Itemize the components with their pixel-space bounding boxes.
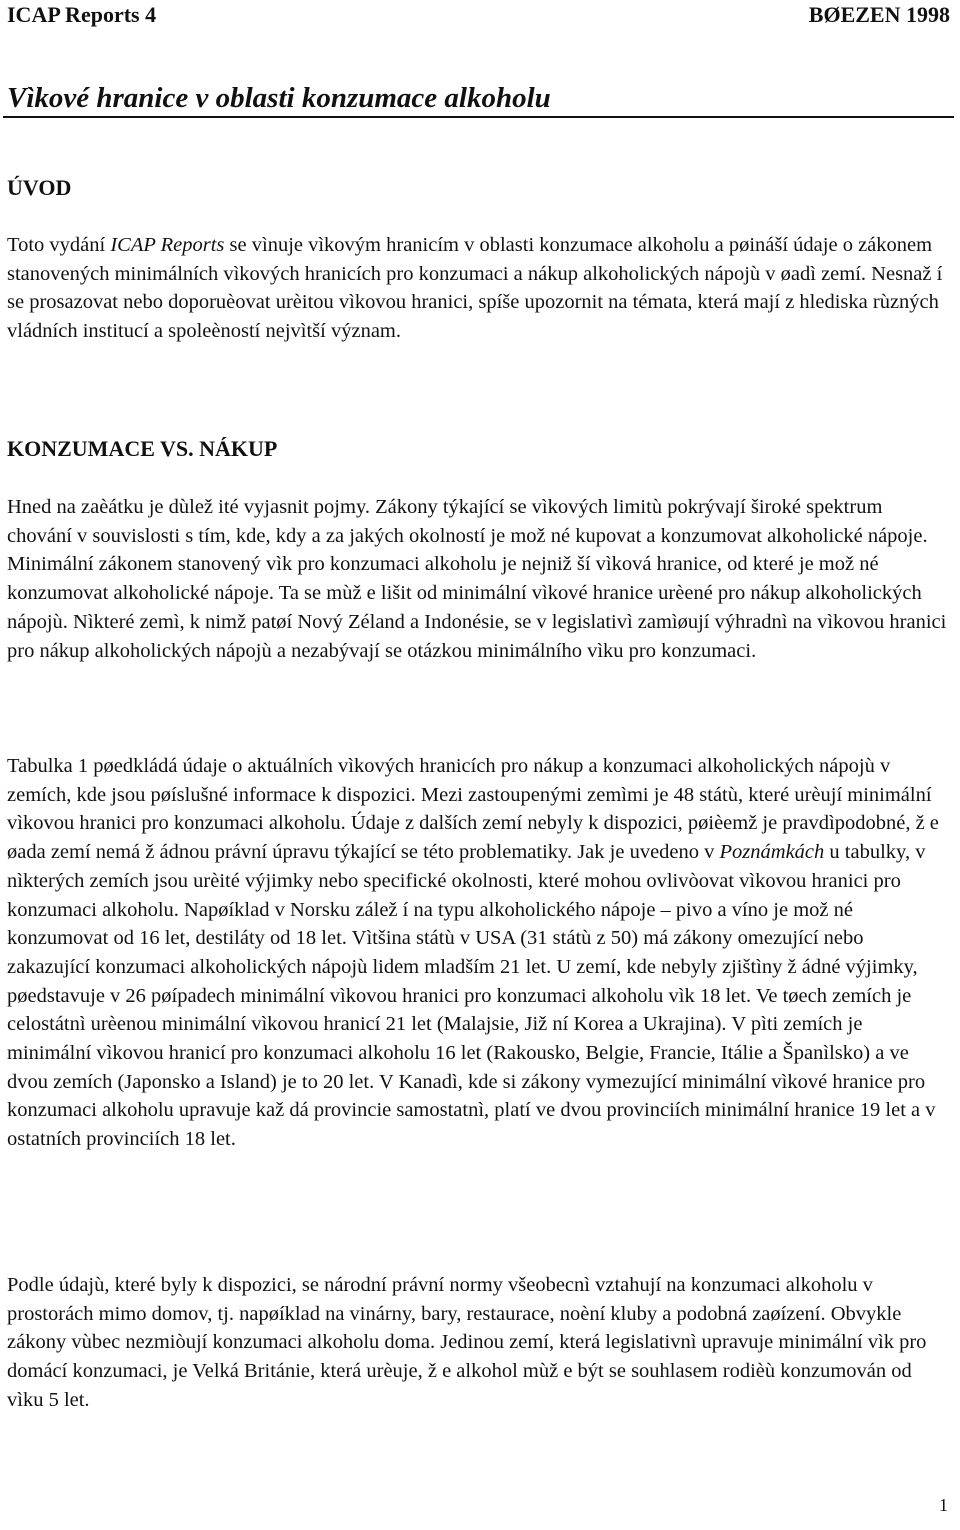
paragraph-konzumace-2-italic: Poznámkách (719, 841, 825, 864)
paragraph-konzumace-2-part2: u tabulky, v nìkterých zemích jsou urèité výjimky nebo specifické okolnosti, které mohou ovlivòovat vìkovou hranici pro konzumaci alkoholu. Napøíklad v Norsku zálež í na typu alkoholického nápoje – pivo a víno je mož né konzumovat od 16 let, destiláty od 18 let. Vìtšina státù v USA (31 státù z 50) má zákony omezující nebo zakazující konzumaci alkoholických nápojù lidem mladším 21 let. U zemí, kde nebyly zjištìny ž ádné výjimky, pøedstavuje v 26 pøípadech minimální vìkovou hranici pro konzumaci alkoholu vìk 18 let. Ve tøech zemích je celostátnì urèenou minimální vìkovou hranicí 21 let (Malajsie, Již ní Korea a Ukrajina). V pìti zemích je minimální vìkovou hranicí pro konzumaci alkoholu 16 let (Rakousko, Belgie, Francie, Itálie a Španìlsko) a ve dvou zemích (Japonsko a Island) je to 20 let. V Kanadì, kde si zákony vymezující minimální vìkové hranice pro konzumaci alkoholu upravuje kaž dá provincie samostatnì, platí ve dvou provinciích minimální hranice 19 let a v ostatních provinciích 18 let. (7, 841, 936, 1151)
paragraph-konzumace-3: Podle údajù, které byly k dispozici, se národní právní normy všeobecnì vztahují na konzumaci alkoholu v prostorách mimo domov, tj. napøíklad na vinárny, bary, restaurace, noèní kluby a podobná zaøízení. Obvykle zákony vùbec nezmiòují konzumaci alkoholu doma. Jedinou zemí, která legislativnì upravuje minimální vìk pro domácí konzumaci, je Velká Británie, která urèuje, ž e alkohol mùž e být se souhlasem rodièù konzumován od vìku 5 let. (7, 1274, 927, 1411)
publication-name: ICAP Reports 4 (7, 2, 157, 27)
paragraph-uvod-part1: Toto vydání (7, 234, 111, 256)
paragraph-konzumace-2-part1: Tabulka 1 pøedkládá údaje o aktuálních vìkových hranicích pro nákup a konzumaci alkoholických nápojù v zemích, kde jsou pøíslušné informace k dispozici. Mezi zastoupenými zemìmi je 48 státù, které urèují minimální vìkovou hranici pro konzumaci alkoholu. Údaje z dalších zemí nebyly k dispozici, pøièemž je pravdìpodobné, ž e øada zemí nemá ž ádnou právní úpravu týkající se této problematiky. Jak je uvedeno v (7, 755, 939, 864)
publication-date: BØEZEN 1998 (808, 2, 950, 27)
page-number: 1 (939, 1495, 948, 1515)
paragraph-konzumace-2 (7, 752, 947, 1154)
heading-uvod: ÚVOD (7, 175, 72, 200)
paragraph-konzumace-1: Hned na zaèátku je dùlež ité vyjasnit pojmy. Zákony týkající se vìkových limitù pokrývají široké spektrum chování v souvislosti s tím, kde, kdy a za jakých okolností je mož né kupovat a konzumovat alkoholické nápoje. Minimální zákonem stanovený vìk pro konzumaci alkoholu je nejniž ší vìková hranice, od které je mož né konzumovat alkoholické nápoje. Ta se mùž e lišit od minimální vìkové hranice urèené pro nákup alkoholických nápojù. Nìkteré zemì, k nimž patøí Nový Zéland a Indonésie, se v legislativì zamìøují výhradnì na vìkovou hranici pro nákup alkoholických nápojù a nezabývají se otázkou minimálního vìku pro konzumaci. (7, 496, 947, 662)
paragraph-uvod (7, 231, 947, 346)
title-divider (3, 116, 954, 118)
heading-konzumace: KONZUMACE VS. NÁKUP (7, 436, 278, 461)
page-header (7, 2, 950, 28)
document-title: Vìkové hranice v oblasti konzumace alkoholu (7, 82, 551, 114)
paragraph-uvod-italic: ICAP Reports (110, 234, 225, 256)
paragraph-uvod-part2: se vìnuje vìkovým hranicím v oblasti konzumace alkoholu a pøináší údaje o zákonem stanovených minimálních vìkových hranicích pro konzumaci a nákup alkoholických nápojù v øadì zemí. Nesnaž í se prosazovat nebo doporuèovat urèitou vìkovou hranici, spíše upozornit na témata, která mají z hlediska rùzných vládních institucí a spoleèností nejvìtší význam. (7, 234, 943, 343)
